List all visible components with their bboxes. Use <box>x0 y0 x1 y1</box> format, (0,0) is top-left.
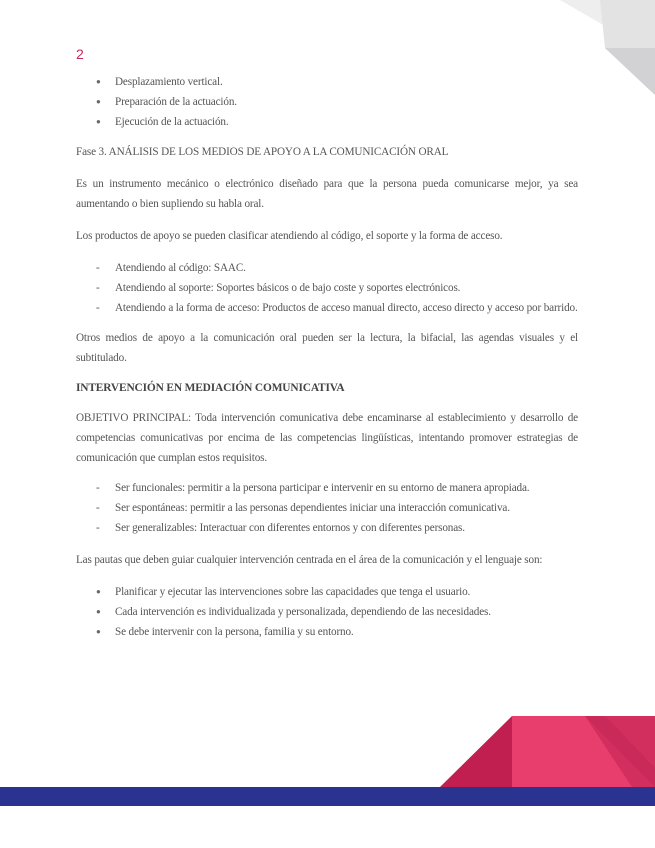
list-item: ● Se debe intervenir con la persona, familia y su entorno. <box>76 622 578 642</box>
list-item: ● Ejecución de la actuación. <box>76 112 578 132</box>
list-item: - Atendiendo al código: SAAC. <box>76 258 578 278</box>
list-item: ● Preparación de la actuación. <box>76 92 578 112</box>
list-item: ● Desplazamiento vertical. <box>76 72 578 92</box>
list-item: - Atendiendo al soporte: Soportes básicos o de bajo coste y soportes electrónicos. <box>76 278 578 298</box>
list-item: - Atendiendo a la forma de acceso: Productos de acceso manual directo, acceso directo y acceso por barrido. <box>76 298 578 318</box>
dash-list-requirements <box>76 478 578 538</box>
list-item: - Ser funcionales: permitir a la persona participar e intervenir en su entorno de manera apropiada. <box>76 478 578 498</box>
dash-list-classification <box>76 258 578 318</box>
paragraph-definition: Es un instrumento mecánico o electrónico diseñado para que la persona pueda comunicarse mejor, ya sea aumentando o bien supliendo su habla oral. <box>76 178 578 210</box>
paragraph-main-objective: OBJETIVO PRINCIPAL: Toda intervención comunicativa debe encaminarse al establecimiento y desarrollo de competencias comunicativas por encima de las competencias lingüísticas, intentando promover estrategias de comunicación que cumplan estos requisitos. <box>76 412 578 464</box>
footer-band <box>0 787 655 806</box>
phase-title: Fase 3. ANÁLISIS DE LOS MEDIOS DE APOYO A LA COMUNICACIÓN ORAL <box>76 146 449 158</box>
document-content <box>76 72 578 642</box>
paragraph-other-means: Otros medios de apoyo a la comunicación oral pueden ser la lectura, la bifacial, las agendas visuales y el subtitulado. <box>76 332 578 364</box>
footer-triangle-crimson <box>440 716 512 787</box>
list-item: - Ser generalizables: Interactuar con diferentes entornos y con diferentes personas. <box>76 518 578 538</box>
section-heading: INTERVENCIÓN EN MEDIACIÓN COMUNICATIVA <box>76 382 345 394</box>
bullet-list-guidelines <box>76 582 578 642</box>
list-item: ● Planificar y ejecutar las intervenciones sobre las capacidades que tenga el usuario. <box>76 582 578 602</box>
page-number: 2 <box>76 46 84 62</box>
corner-decoration-shade <box>605 48 655 95</box>
bullet-list-steps <box>76 72 578 132</box>
paragraph-guidelines: Las pautas que deben guiar cualquier intervención centrada en el área de la comunicación y el lenguaje son: <box>76 554 543 566</box>
list-item: - Ser espontáneas: permitir a las personas dependientes iniciar una interacción comunicativa. <box>76 498 578 518</box>
list-item: ● Cada intervención es individualizada y personalizada, dependiendo de las necesidades. <box>76 602 578 622</box>
paragraph-classification: Los productos de apoyo se pueden clasificar atendiendo al código, el soporte y la forma de acceso. <box>76 230 503 242</box>
